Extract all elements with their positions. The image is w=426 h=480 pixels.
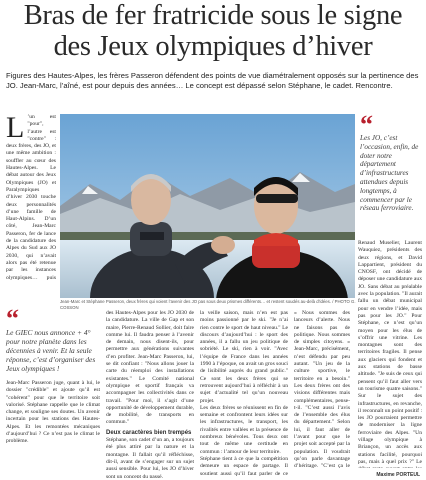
left-quote-text: Le GIEC nous annonce + 4° pour notre planète dans les décennies à venir. Et la seule réponse, c’est d’organiser des Jeux olympiques ! <box>6 328 96 373</box>
headline-line-2: des Jeux olympiques d’hiver <box>53 31 373 62</box>
left-pull-quote <box>6 304 100 376</box>
right-middle-text: la veille saison, mais n’en est pas moins passionné par le ski. "Je n’ai rien contre le sport de haut niveau." Le discours d’aujourd’hui : le sport des années, il a fallu un jeu politique de sobriété. Le ski, rien à voir. "Avec l’équipe de France dans les années 1990 à l’époque, on avait un gros souci de lisibilité auprès du grand public." Ce sont les deux frères qui se retrouvent aujourd’hui à réfléchir à un sujet d’actualité tel qu’un nouveau projet. <box>200 310 288 404</box>
article-photo <box>60 114 355 298</box>
left-column <box>6 114 56 282</box>
right-column-a <box>294 310 350 470</box>
right-middle-column <box>200 310 288 478</box>
right-middle-text-2: Les deux frères se réunissent en fin de semaine et confrontent leurs idées sur les infrastructures, le transport, les rivalités entre vallées et la présence de nombreux bénévoles. Tous deux ont tout de même une certitude en commun : l’amour de leur territoire. <box>200 404 288 455</box>
author-credit: Maxime PORTEUL <box>376 472 420 478</box>
middle-column-text-2: Stéphane, son cadet d’un an, a toujours été plus attiré par la nature et la montagne. Il fallait qu’il réfléchisse, dit-il, avant de s’engager sur un sujet aussi sensible. Pour lui, les JO d’hiver sont un concept du passé. <box>106 437 194 478</box>
standfirst: Figures des Hautes-Alpes, les frères Passeron défendent des points de vue diamétralement opposés sur la pertinence des JO. Jean-Marc, l’aîné, est pour depuis des années… Le concept est dépassé selon Stéphane, le cadet. Rencontre. <box>6 71 419 90</box>
quote-mark-icon: “ <box>6 304 19 333</box>
left-bottom-column <box>6 380 100 478</box>
quote-mark-icon: “ <box>360 110 373 139</box>
left-bottom-text: Jean-Marc Passeron juge, quant à lui, le dossier "crédible" et ajoute qu’il est "cohérent" pour que le territoire soit valorisé. Stéphane rappelle que le climat change, et souligne ses doutes. Un avenir incertain pour les stations des Hautes-Alpes. Et les remontées mécaniques d’aujourd’hui ? Ce n’est pas le climat le problème. <box>6 380 100 445</box>
dropcap: L <box>6 114 25 144</box>
left-column-text: ’un est "pour", l’autre est "contre" : deux frères, des JO, et une même ambition : souffler au cœur des Hautes-Alpes. Le débat autour des Jeux Olympiques (JO) et Paralympiques d’hiver 2030 touche deux personnalités d’une famille de Haut-Alpins. D’un côté, Jean-Marc Passeron, fer de lance de la candidature des Alpes du Sud aux JO 2030, qui n’avait alors pas été retenue par les instances olympiques… puis <box>6 114 56 281</box>
right-quote-text: Les JO, c’est l’occasion, enfin, de doter notre département d’infrastructures attendues depuis longtemps, à commencer par le réseau ferroviaire. <box>360 134 419 213</box>
right-middle-text-3: Stéphane tient à ce que la compétition demeure un espace de partage. Il soutient aussi qu’il faut parler de ce <box>200 455 288 477</box>
middle-column <box>106 310 194 478</box>
right-column-a-text: « Nous sommes des lanceurs d’alerte. Nous ne faisons pas de politique. Nous sommes de simples citoyens. » Jean-Marc, précisément, n’est défendu par peu autant. "Un jeu de la culture sportive, le territoire en a besoin." Les deux frères ont des visions différentes mais complémentaires, pense-t-il. "C’est aussi l’avis de l’ensemble des élus du département." Selon lui, il faut aller de l’avant pour que le projet soit accepté par la population. Il voudrait qu’on parle davantage d’héritage. "C’est ça le <box>294 310 350 470</box>
headline <box>0 0 426 70</box>
right-pull-quote <box>360 110 422 234</box>
headline-line-1: Bras de fer fratricide sous le signe <box>23 0 403 31</box>
middle-column-text: des Hautes-Alpes pour les JO 2030 de la candidature. La ville de Gap et son maire, Pierre-Renaud Sollier, doit faire comme lui. Il faudra penser à l’avenir de demain, nous disent-ils, pour permettre aux générations suivantes d’en profiter. Jean-Marc Passeron, lui, se dit confiant : "Nous allons jouer la carte du réemploi des installations existantes." Le Comité national olympique et sportif français va accompagner les collectivités dans ce travail. "Pour moi, il s’agit d’une opportunité de développement durable, de mobilité, de transports en commun." <box>106 310 194 426</box>
right-column-b-text: Renaud Muselier, Laurent Wauquiez, présidents des deux régions, et David Lappartient, président du CNOSF, ont décidé de déposer une candidature aux JO. Sans débat au préalable avec la population. "Il aurait fallu un débat municipal pour en vendre l’idée, mais pas pour les JO." Pour Stéphane, ce n’est qu’un moyen pour les élus de s’offrir une vitrine. Les montagnes sont des territoires fragiles. Il pense aux glaciers qui fondent et aux stations de basse altitude. "Je suis de ceux qui pensent qu’il faut aller vers un tourisme quatre saisons." Sur le sujet des infrastructures, en revanche, il reconnaît un point positif : les JO pourraient permettre de moderniser la ligne ferroviaire des Alpes. "Un village olympique à Briançon, un accès aux stations facilité, pourquoi pas, mais à quel prix ?" Le <box>358 240 422 465</box>
photo-caption: Jean-Marc et Stéphane Passeron, deux frères qui voient l’avenir des JO pas sous deux prismes différents… et restent soudés au-delà d’idées. / PHOTO G. COSSON <box>60 299 356 310</box>
photo-illustration <box>60 114 355 298</box>
right-column-b <box>358 240 422 468</box>
middle-column-subhead: Deux caractères bien trempés <box>106 429 192 436</box>
